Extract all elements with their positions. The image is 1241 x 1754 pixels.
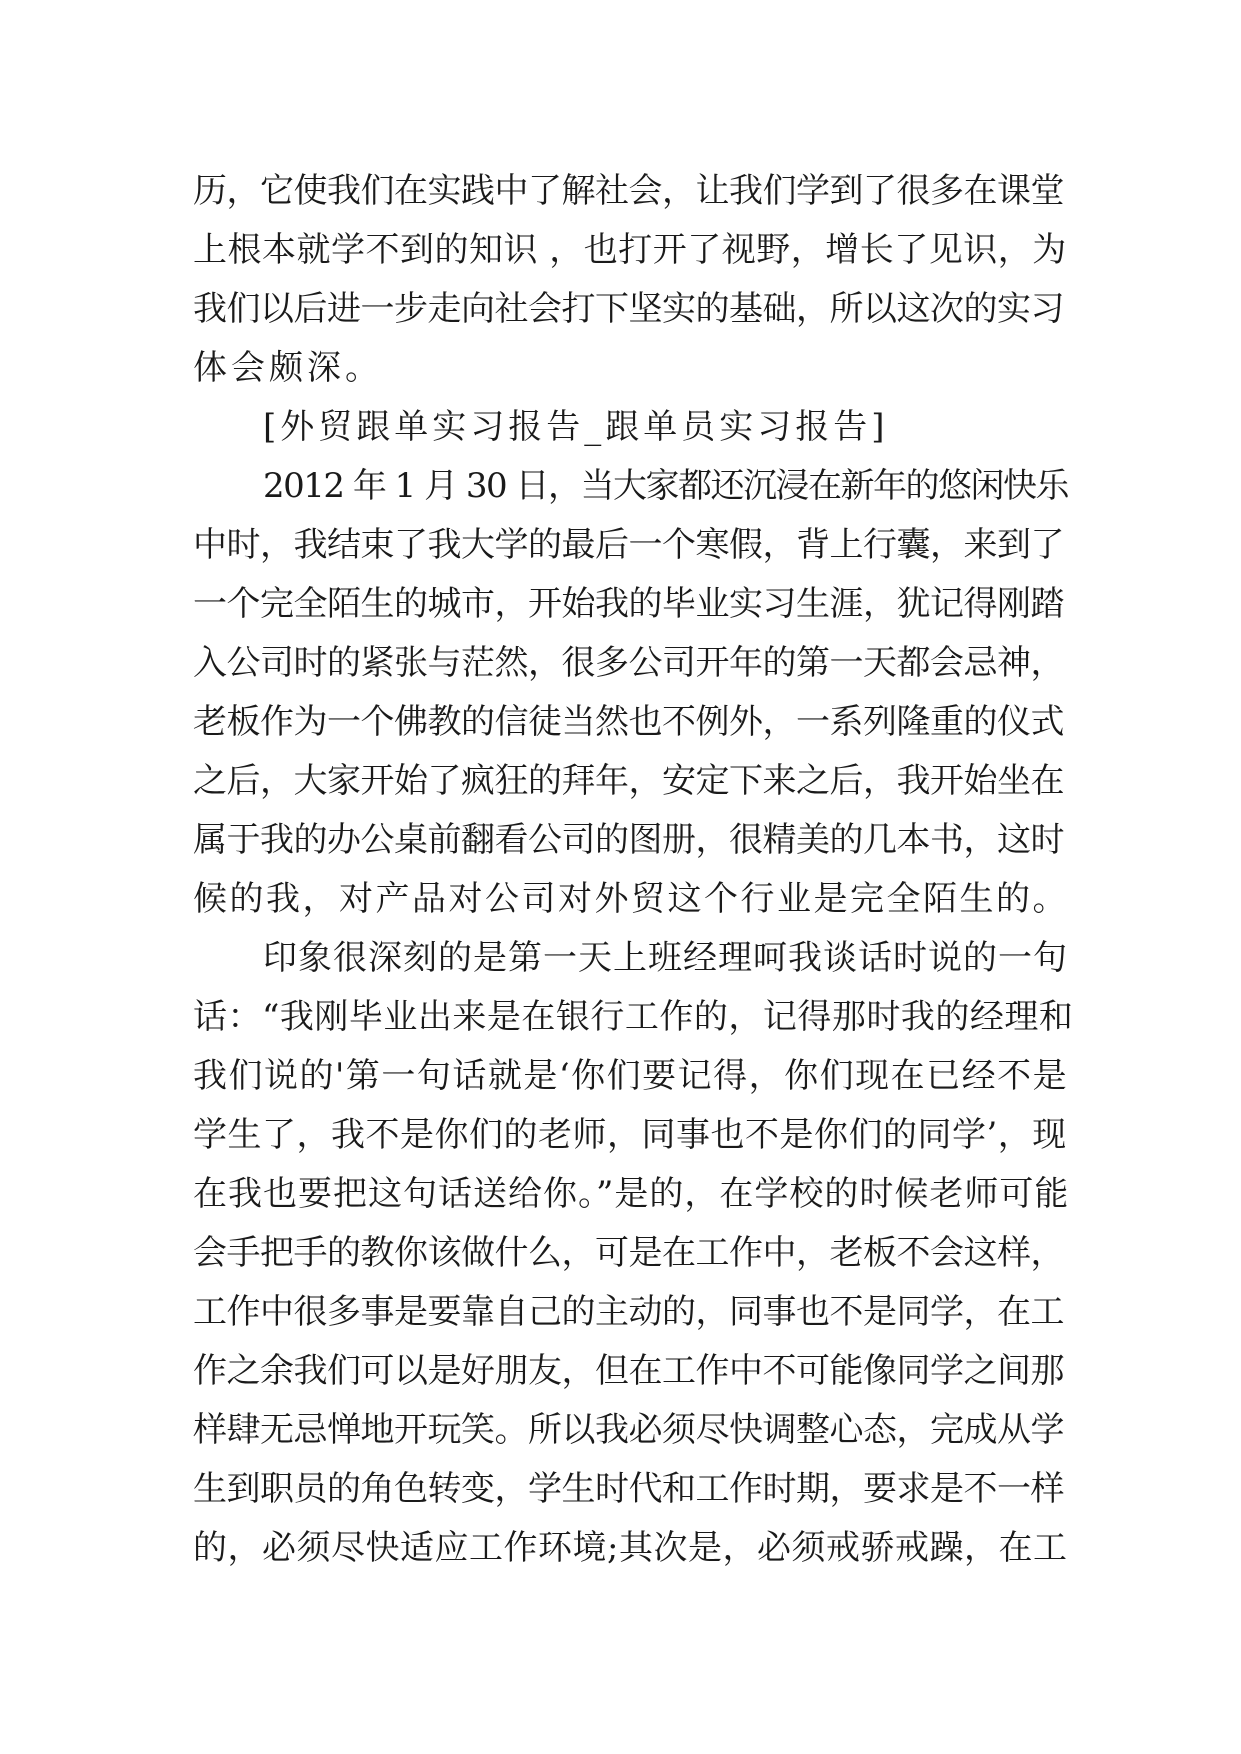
text-line: 历，它使我们在实践中了解社会，让我们学到了很多在课堂 <box>193 171 1064 211</box>
text-line: 候的我，对产品对公司对外贸这个行业是完全陌生的。 <box>193 879 1069 919</box>
text-line: 的，必须尽快适应工作环境;其次是，必须戒骄戒躁，在工 <box>193 1528 1068 1568</box>
paragraph-first-line: 印象很深刻的是第一天上班经理呵我谈话时说的一句 <box>263 938 1068 978</box>
text-line: 入公司时的紧张与茫然，很多公司开年的第一天都会忌神， <box>193 643 1064 683</box>
text-line: 工作中很多事是要靠自己的主动的，同事也不是同学，在工 <box>193 1292 1064 1332</box>
text-line: 我们以后进一步走向社会打下坚实的基础，所以这次的实习 <box>193 289 1064 329</box>
text-line: 话：“我刚毕业出来是在银行工作的，记得那时我的经理和 <box>193 997 1074 1037</box>
document-body <box>193 162 1073 1578</box>
text-line: 在我也要把这句话送给你。”是的，在学校的时候老师可能 <box>193 1174 1070 1214</box>
text-line: 之后，大家开始了疯狂的拜年，安定下来之后，我开始坐在 <box>193 761 1064 801</box>
text-line: 作之余我们可以是好朋友，但在工作中不可能像同学之间那 <box>193 1351 1064 1391</box>
text-line: 体会颇深。 <box>193 348 383 388</box>
text-line: 上根本就学不到的知识 ，也打开了视野，增长了见识，为 <box>193 230 1067 270</box>
text-line: 生到职员的角色转变，学生时代和工作时期，要求是不一样 <box>193 1469 1064 1509</box>
text-line: 我们说的'第一句话就是‘你们要记得，你们现在已经不是 <box>193 1056 1069 1096</box>
paragraph-first-line: 2012 年 1 月 30 日，当大家都还沉浸在新年的悠闲快乐 <box>263 466 1068 506</box>
text-line: 样肆无忌惮地开玩笑。所以我必须尽快调整心态，完成从学 <box>193 1410 1064 1450</box>
text-line: 属于我的办公桌前翻看公司的图册，很精美的几本书，这时 <box>193 820 1064 860</box>
text-line: 学生了，我不是你们的老师，同事也不是你们的同学’，现 <box>193 1115 1067 1155</box>
text-line: 中时，我结束了我大学的最后一个寒假，背上行囊，来到了 <box>193 525 1064 565</box>
paragraph-first-line: [外贸跟单实习报告_跟单员实习报告] <box>263 407 889 447</box>
text-line: 老板作为一个佛教的信徒当然也不例外，一系列隆重的仪式 <box>193 702 1064 742</box>
text-line: 一个完全陌生的城市，开始我的毕业实习生涯，犹记得刚踏 <box>193 584 1064 624</box>
text-line: 会手把手的教你该做什么，可是在工作中，老板不会这样， <box>193 1233 1064 1273</box>
